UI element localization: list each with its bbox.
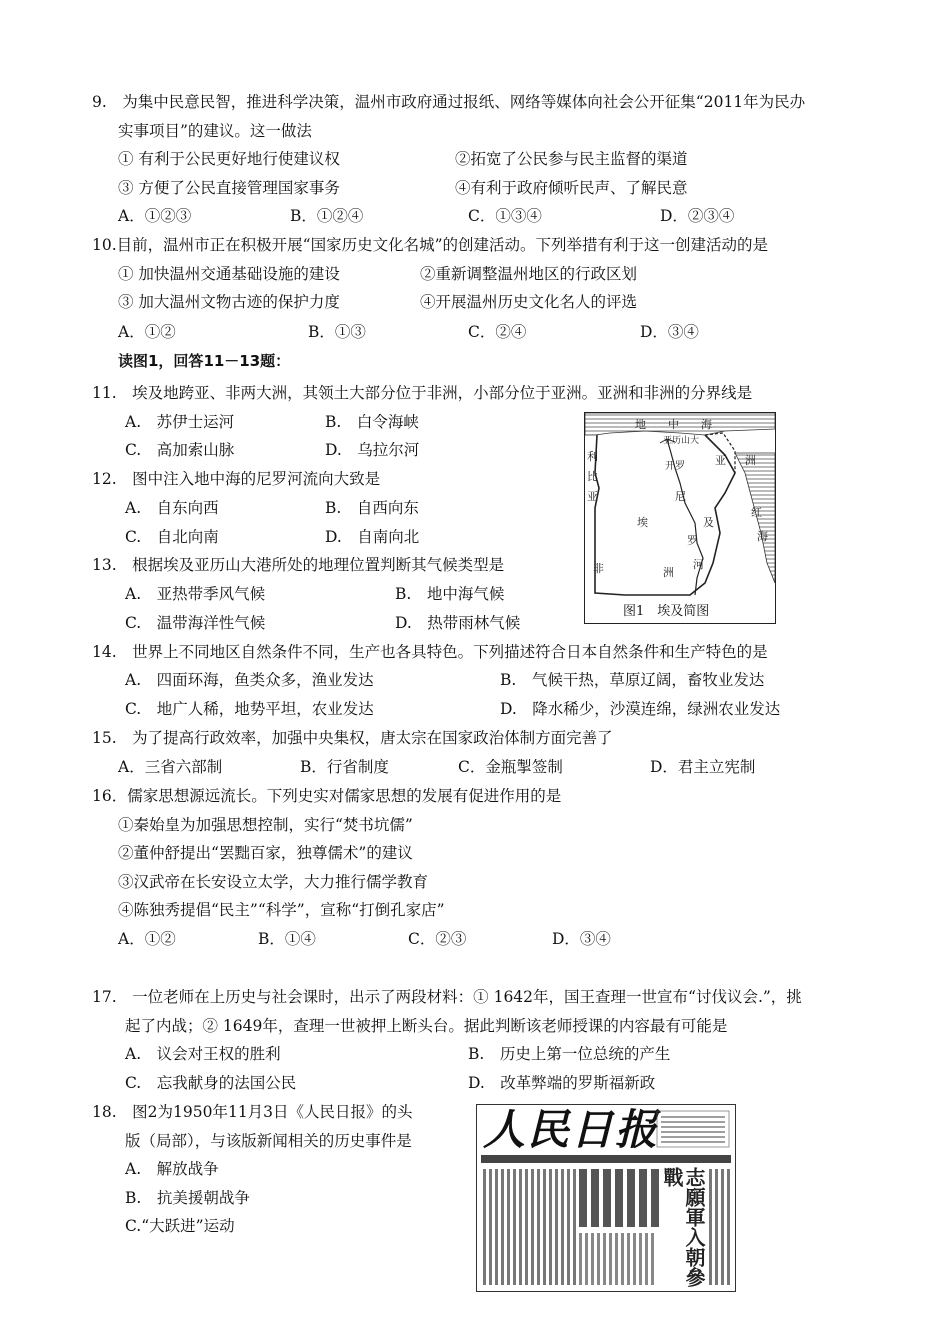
section-heading: 读图1，回答11－13题： (118, 352, 291, 370)
q11-option-b: B. 白令海峡 (325, 413, 419, 431)
map-label-libya-2: 比 (587, 470, 598, 483)
map-label-egypt-1: 埃 (637, 516, 648, 529)
q9-option-d: D．②③④ (660, 207, 735, 225)
q10-option-c: C．②④ (468, 323, 527, 341)
q9-option-c: C．①③④ (468, 207, 542, 225)
q18-stem-line1: 18. 图2为1950年11月3日《人民日报》的头 (92, 1103, 413, 1121)
q18-option-a: A. 解放战争 (125, 1160, 219, 1178)
q9-option-a: A．①②③ (118, 207, 192, 225)
map-label-red-2: 海 (757, 530, 768, 543)
q18-option-c: C.“大跃进”运动 (125, 1217, 235, 1235)
q17-option-d: D. 改革弊端的罗斯福新政 (468, 1074, 656, 1092)
q17-stem-line2: 起了内战；② 1649年，查理一世被押上断头台。据此判断该老师授课的内容最有可能是 (125, 1017, 728, 1035)
q14-option-a: A. 四面环海，鱼类众多，渔业发达 (125, 671, 374, 689)
q15-option-c: C．金瓶掣签制 (458, 758, 563, 776)
q10-statement-3: ③ 加大温州文物古迹的保护力度 (118, 293, 340, 311)
q16-statement-1: ①秦始皇为加强思想控制，实行“焚书坑儒” (118, 816, 413, 834)
q12-option-c: C. 自北向南 (125, 528, 219, 546)
q14-option-d: D. 降水稀少，沙漠连绵，绿洲农业发达 (500, 700, 781, 718)
q10-option-d: D．③④ (640, 323, 699, 341)
q16-stem: 16．儒家思想源远流长。下列史实对儒家思想的发展有促进作用的是 (92, 787, 562, 805)
q11-stem: 11. 埃及地跨亚、非两大洲，其领土大部分位于非洲，小部分位于亚洲。亚洲和非洲的分界线是 (92, 384, 753, 402)
q10-statement-1: ① 加快温州交通基础设施的建设 (118, 265, 340, 283)
q13-option-a: A. 亚热带季风气候 (125, 585, 266, 603)
q17-stem-line1: 17. 一位老师在上历史与社会课时，出示了两段材料：① 1642年，国王查理一世宣布“讨伐议会.”，挑 (92, 988, 802, 1006)
q9-statement-3: ③ 方便了公民直接管理国家事务 (118, 179, 340, 197)
q16-option-c: C．②③ (408, 930, 467, 948)
newspaper-headline: 志願軍入朝參戰 (660, 1167, 706, 1287)
q17-option-c: C. 忘我献身的法国公民 (125, 1074, 297, 1092)
map-label-asia-2: 洲 (745, 454, 756, 467)
q9-stem-line1: 9. 为集中民意民智，推进科学决策，温州市政府通过报纸、网络等媒体向社会公开征集“2011年为民办 (92, 93, 806, 111)
map-label-sea: 地 中 海 (635, 418, 712, 431)
map-caption: 图1 埃及简图 (623, 604, 710, 619)
q18-stem-line2: 版（局部），与该版新闻相关的历史事件是 (125, 1132, 412, 1150)
q15-option-b: B．行省制度 (300, 758, 389, 776)
q16-statement-4: ④陈独秀提倡“民主”“科学”，宣称“打倒孔家店” (118, 901, 445, 919)
q10-stem: 10.目前，温州市正在积极开展“国家历史文化名城”的创建活动。下列举措有利于这一创建活动的是 (92, 236, 769, 254)
map-label-cairo: 开罗 (665, 461, 685, 472)
map-label-nile-3: 河 (693, 558, 704, 571)
q15-option-d: D．君主立宪制 (650, 758, 756, 776)
map-label-libya-1: 利 (587, 450, 598, 463)
q11-option-c: C. 高加索山脉 (125, 441, 235, 459)
q9-statement-2: ②拓宽了公民参与民主监督的渠道 (455, 150, 688, 168)
map-label-libya-3: 亚 (587, 490, 598, 503)
q13-option-d: D. 热带雨林气候 (395, 614, 521, 632)
q12-stem: 12. 图中注入地中海的尼罗河流向大致是 (92, 470, 381, 488)
q12-option-d: D. 自南向北 (325, 528, 420, 546)
q16-statement-3: ③汉武帝在长安设立太学，大力推行儒学教育 (118, 873, 429, 891)
q18-option-b: B. 抗美援朝战争 (125, 1189, 250, 1207)
q13-stem: 13. 根据埃及亚历山大港所处的地理位置判断其气候类型是 (92, 556, 505, 574)
q16-statement-2: ②董仲舒提出“罢黜百家，独尊儒术”的建议 (118, 844, 413, 862)
q15-option-a: A．三省六部制 (118, 758, 223, 776)
map-label-nile-2: 罗 (687, 534, 698, 547)
q14-option-c: C. 地广人稀，地势平坦，农业发达 (125, 700, 374, 718)
q16-option-b: B．①④ (258, 930, 316, 948)
map-label-nile-1: 尼 (675, 490, 686, 503)
q10-statement-4: ④开展温州历史文化名人的评选 (420, 293, 638, 311)
q11-option-a: A. 苏伊士运河 (125, 413, 235, 431)
map-label-africa-2: 洲 (663, 566, 674, 579)
q15-stem: 15. 为了提高行政效率，加强中央集权，唐太宗在国家政治体制方面完善了 (92, 729, 613, 747)
q9-option-b: B．①②④ (290, 207, 364, 225)
q10-option-b: B．①③ (308, 323, 366, 341)
q9-statement-4: ④有利于政府倾听民声、了解民意 (455, 179, 688, 197)
newspaper-masthead: 人民日报 (483, 1105, 660, 1154)
q10-option-a: A．①② (118, 323, 176, 341)
q17-option-a: A. 议会对王权的胜利 (125, 1045, 281, 1063)
map-label-africa-1: 非 (593, 562, 604, 575)
q16-option-a: A．①② (118, 930, 176, 948)
q17-option-b: B. 历史上第一位总统的产生 (468, 1045, 671, 1063)
q13-option-b: B. 地中海气候 (395, 585, 505, 603)
egypt-map-figure (584, 412, 776, 624)
map-label-red-1: 红 (751, 506, 762, 519)
q14-stem: 14. 世界上不同地区自然条件不同，生产也各具特色。下列描述符合日本自然条件和生产特色的是 (92, 643, 768, 661)
q12-option-b: B. 自西向东 (325, 499, 419, 517)
newspaper-image (476, 1104, 736, 1292)
q11-option-d: D. 乌拉尔河 (325, 441, 420, 459)
map-label-alexandria: 亚历山大 (663, 436, 700, 446)
q9-statement-1: ① 有利于公民更好地行使建议权 (118, 150, 340, 168)
q9-stem-line2: 实事项目”的建议。这一做法 (118, 122, 312, 140)
q16-option-d: D．③④ (552, 930, 611, 948)
q14-option-b: B. 气候干热，草原辽阔，畜牧业发达 (500, 671, 765, 689)
map-label-egypt-2: 及 (703, 516, 714, 529)
map-label-asia-1: 亚 (715, 454, 726, 467)
q13-option-c: C. 温带海洋性气候 (125, 614, 266, 632)
q10-statement-2: ②重新调整温州地区的行政区划 (420, 265, 638, 283)
q12-option-a: A. 自东向西 (125, 499, 219, 517)
